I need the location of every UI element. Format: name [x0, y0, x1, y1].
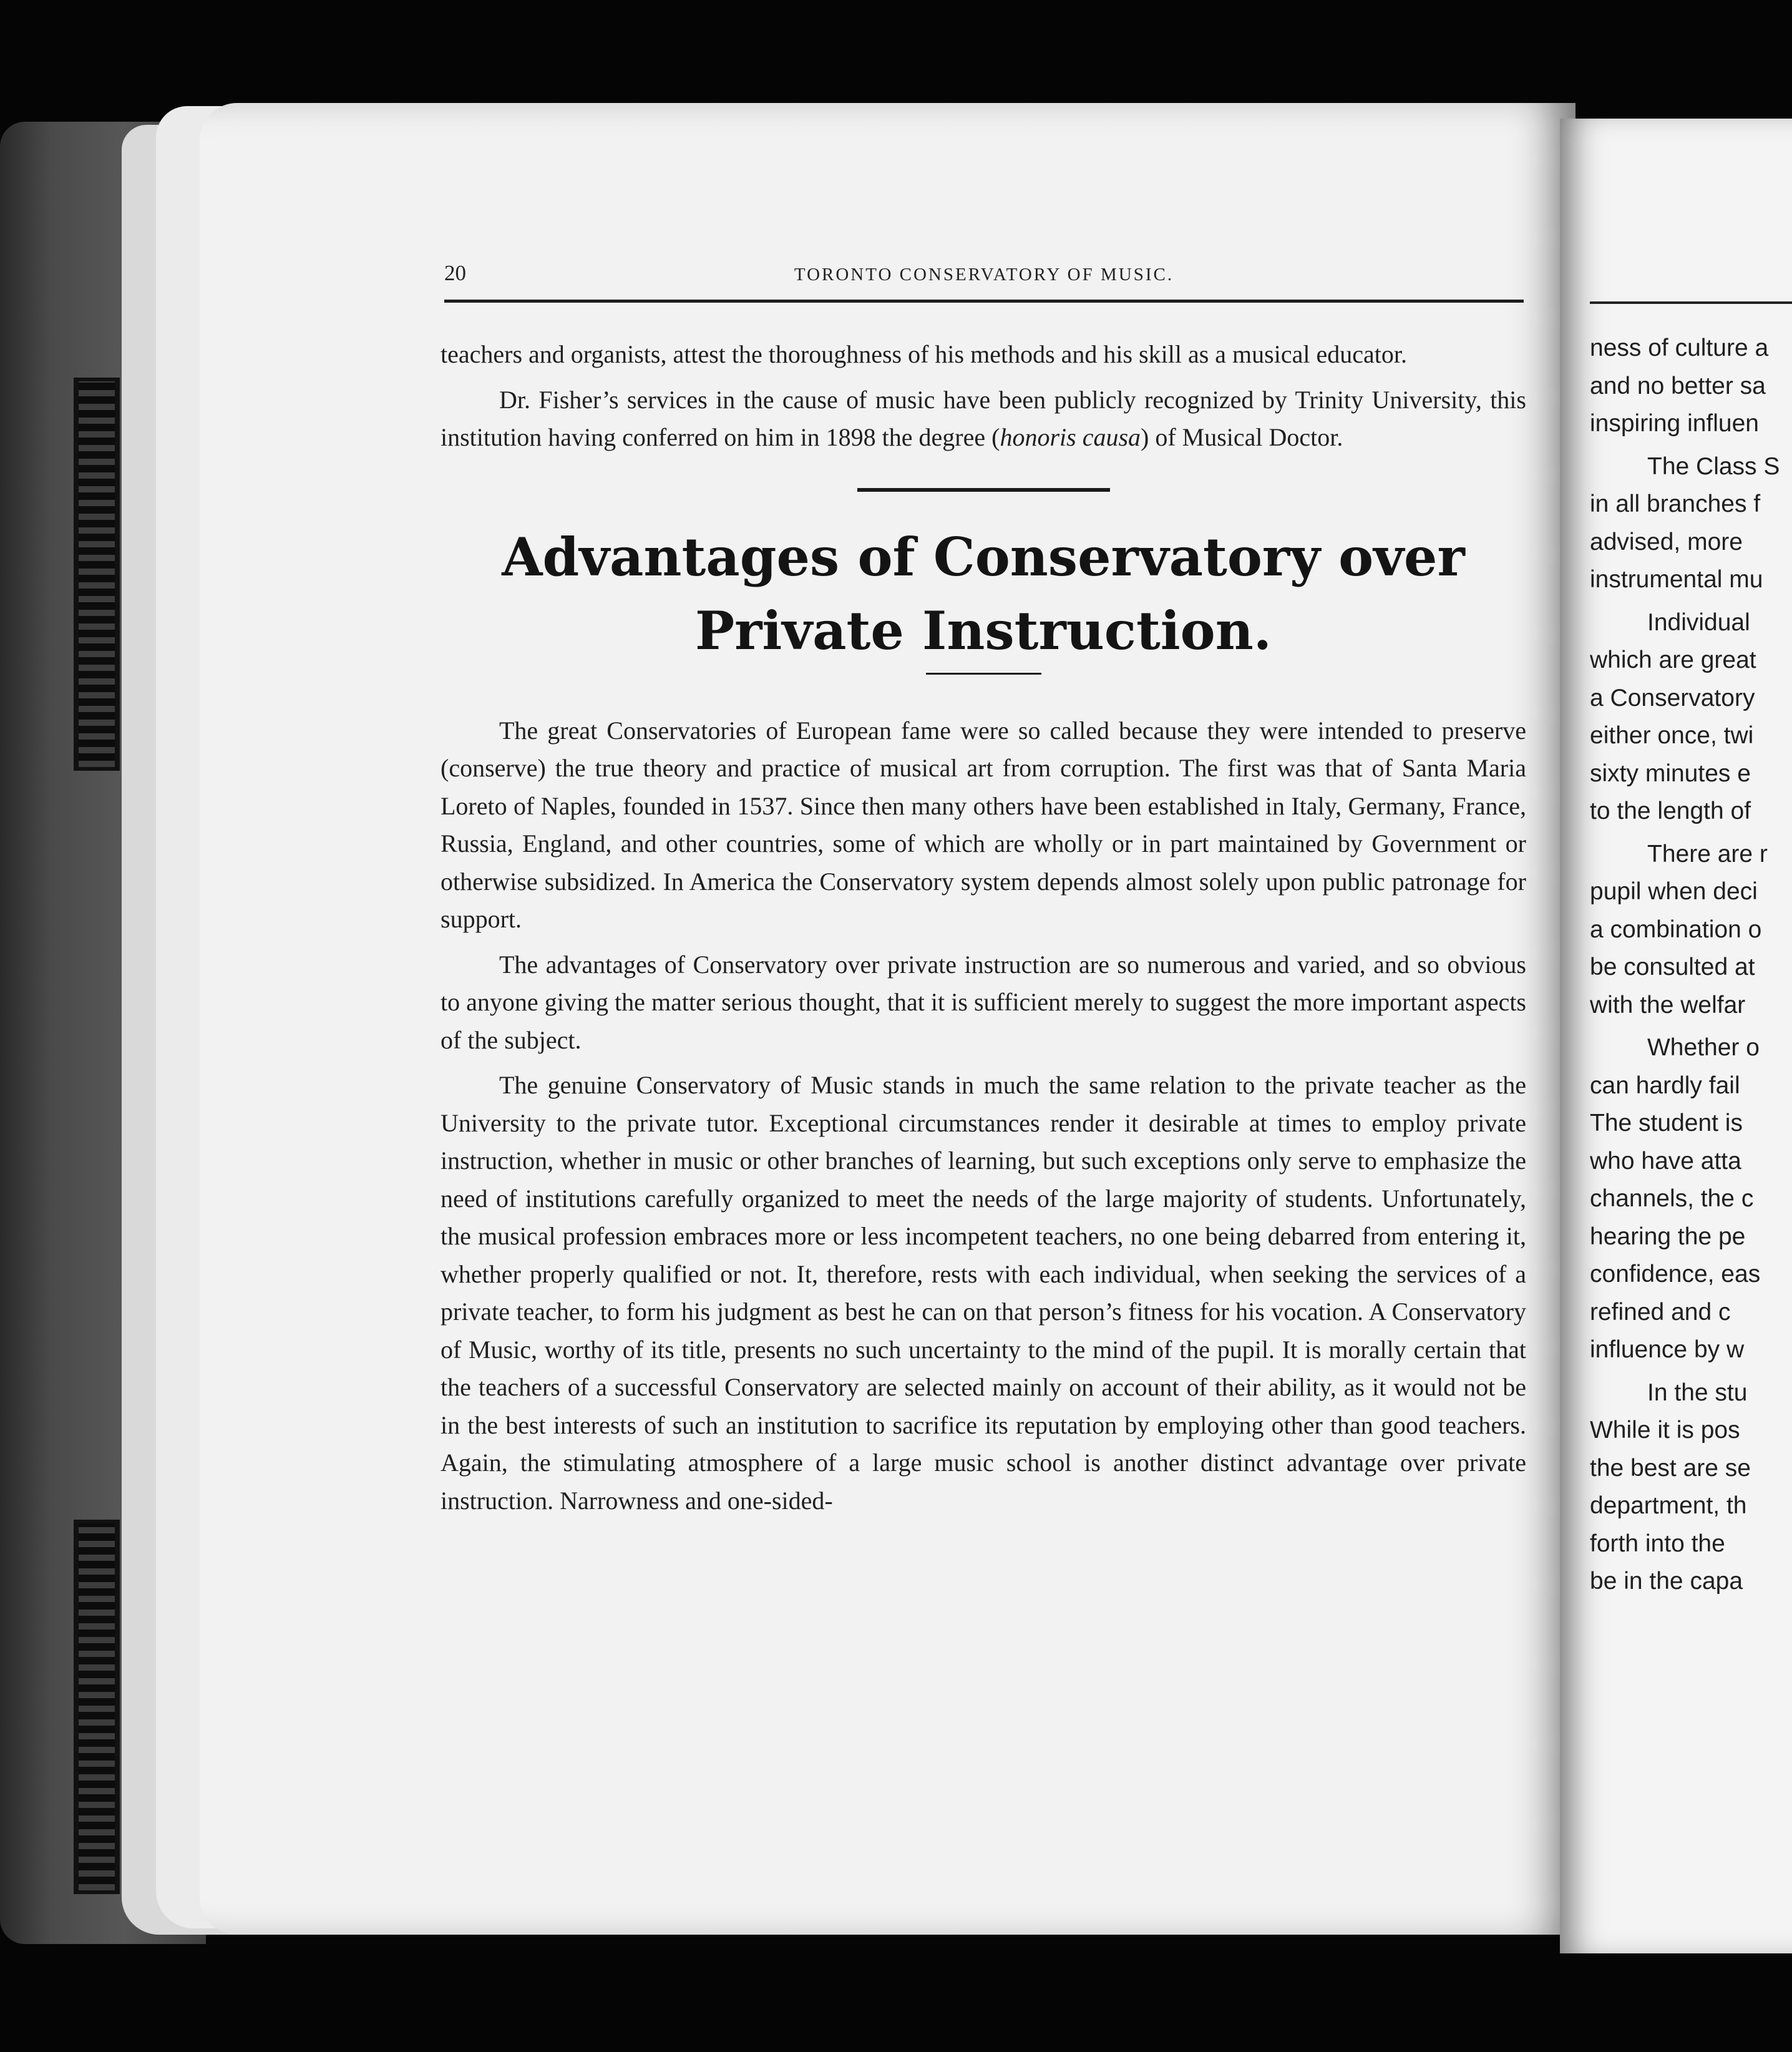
right-page-line: either once, twi [1590, 722, 1754, 749]
intro-p2-italic: honoris causa [1000, 423, 1141, 451]
right-page-line: who have atta [1590, 1147, 1741, 1175]
right-page-line: refined and c [1590, 1298, 1731, 1326]
right-page-line: can hardly fail [1590, 1072, 1740, 1099]
intro-paragraph-1: teachers and organists, attest the thoroughness of his methods and his skill as a musical educator. [441, 340, 1407, 368]
body-paragraph-2: The advantages of Conservatory over private instruction are so numerous and varied, and so obvious to anyone giving the matter serious thought, that it is sufficient merely to suggest the more important aspects of the subject. [441, 950, 1526, 1054]
right-page-line: There are r [1647, 840, 1768, 867]
right-page-line: to the length of [1590, 798, 1751, 824]
right-page-line: The student is [1590, 1110, 1743, 1136]
right-page-line: forth into the [1590, 1530, 1725, 1557]
binding-tab-bottom [74, 1520, 120, 1894]
right-page-line: ness of culture a [1590, 335, 1769, 361]
section-divider-thick [857, 488, 1110, 492]
binding-tab-top [74, 378, 120, 771]
right-page-line: influence by w [1590, 1336, 1745, 1363]
intro-p2-after: ) of Musical Doctor. [1141, 423, 1343, 451]
right-page-line: pupil when deci [1590, 878, 1758, 905]
right-page-line: advised, more [1590, 528, 1743, 555]
right-page-line: a combination o [1590, 916, 1762, 943]
right-page-line: with the welfar [1590, 991, 1746, 1019]
right-page-line: which are great [1590, 647, 1756, 673]
right-page-line: the best are se [1590, 1454, 1751, 1482]
right-page-line: Whether o [1647, 1034, 1760, 1061]
right-page-line: confidence, eas [1590, 1261, 1761, 1287]
right-page-line: Individual [1647, 608, 1750, 636]
intro-p2-before: Dr. Fisher’s services in the cause of music have been publicly recognized by Trinity University, this institution having conferred on him in 1898 the degree ( [441, 385, 1526, 451]
right-page-line: In the stu [1647, 1379, 1748, 1406]
right-page-line: in all branches f [1590, 491, 1761, 517]
body-paragraph-1: The great Conservatories of European fame were so called because they were intended to preserve (conserve) the true theory and practice of musical art from corruption. The first was that of Santa Maria Loreto of Naples, founded in 1537. Since then many others have been established in Italy, Germany, France, Russia, England, and other countries, some of which are wholly or in part maintained by Government or otherwise subsidized. In America the Conservatory system depends almost solely upon public patronage for support. [441, 716, 1526, 933]
body-paragraph-3: The genuine Conservatory of Music stands in much the same relation to the private teacher as the University to the private tutor. Exceptional circumstances render it desirable at times to employ private instruction, whether in music or other branches of learning, but such exceptions only serve to emphasize the need of institutions carefully organized to meet the needs of the large majority of students. Unfortunately, the musical profession embraces more or less incompetent teachers, no one being debarred from entering it, whether properly qualified or not. It, therefore, rests with each individual, when seeking the services of a private teacher, to form his judgment as best he can on that person’s fitness for his vocation. A Conservatory of Music, worthy of its title, presents no such uncertainty to the mind of the pupil. It is morally certain that the teachers of a successful Conservatory are selected mainly on account of their ability, as it would not be in the best interests of such an institution to sacrifice its reputation by employing other than good teachers. Again, the stimulating atmosphere of a large music school is another distinct advantage over private instruction. Narrowness and one-sided- [441, 1071, 1526, 1515]
main-text-column [441, 336, 1526, 1527]
right-page-line: and no better sa [1590, 372, 1766, 399]
page-header [444, 261, 1524, 303]
right-page-line: While it is pos [1590, 1417, 1740, 1444]
intro-paragraph-2 [441, 381, 1526, 457]
right-page-line: instrumental mu [1590, 566, 1763, 593]
right-page-header-rule [1590, 301, 1792, 304]
running-title: TORONTO CONSERVATORY OF MUSIC. [794, 265, 1174, 285]
right-page-line: department, th [1590, 1492, 1747, 1519]
right-page-line: sixty minutes e [1590, 760, 1751, 787]
right-page-line: The Class S [1647, 452, 1780, 480]
right-page-line: hearing the pe [1590, 1223, 1746, 1250]
section-heading: Advantages of Conservatory over Private Instruction. [502, 525, 1465, 662]
right-page-line: a Conservatory [1590, 684, 1755, 711]
section-divider-thin [926, 673, 1041, 675]
right-page-text [1590, 330, 1792, 1601]
right-page-line: be in the capa [1590, 1568, 1743, 1595]
right-page-line: be consulted at [1590, 954, 1755, 980]
page-number: 20 [444, 261, 466, 285]
right-page-line: inspiring influen [1590, 410, 1760, 437]
right-page-line: channels, the c [1590, 1185, 1754, 1212]
